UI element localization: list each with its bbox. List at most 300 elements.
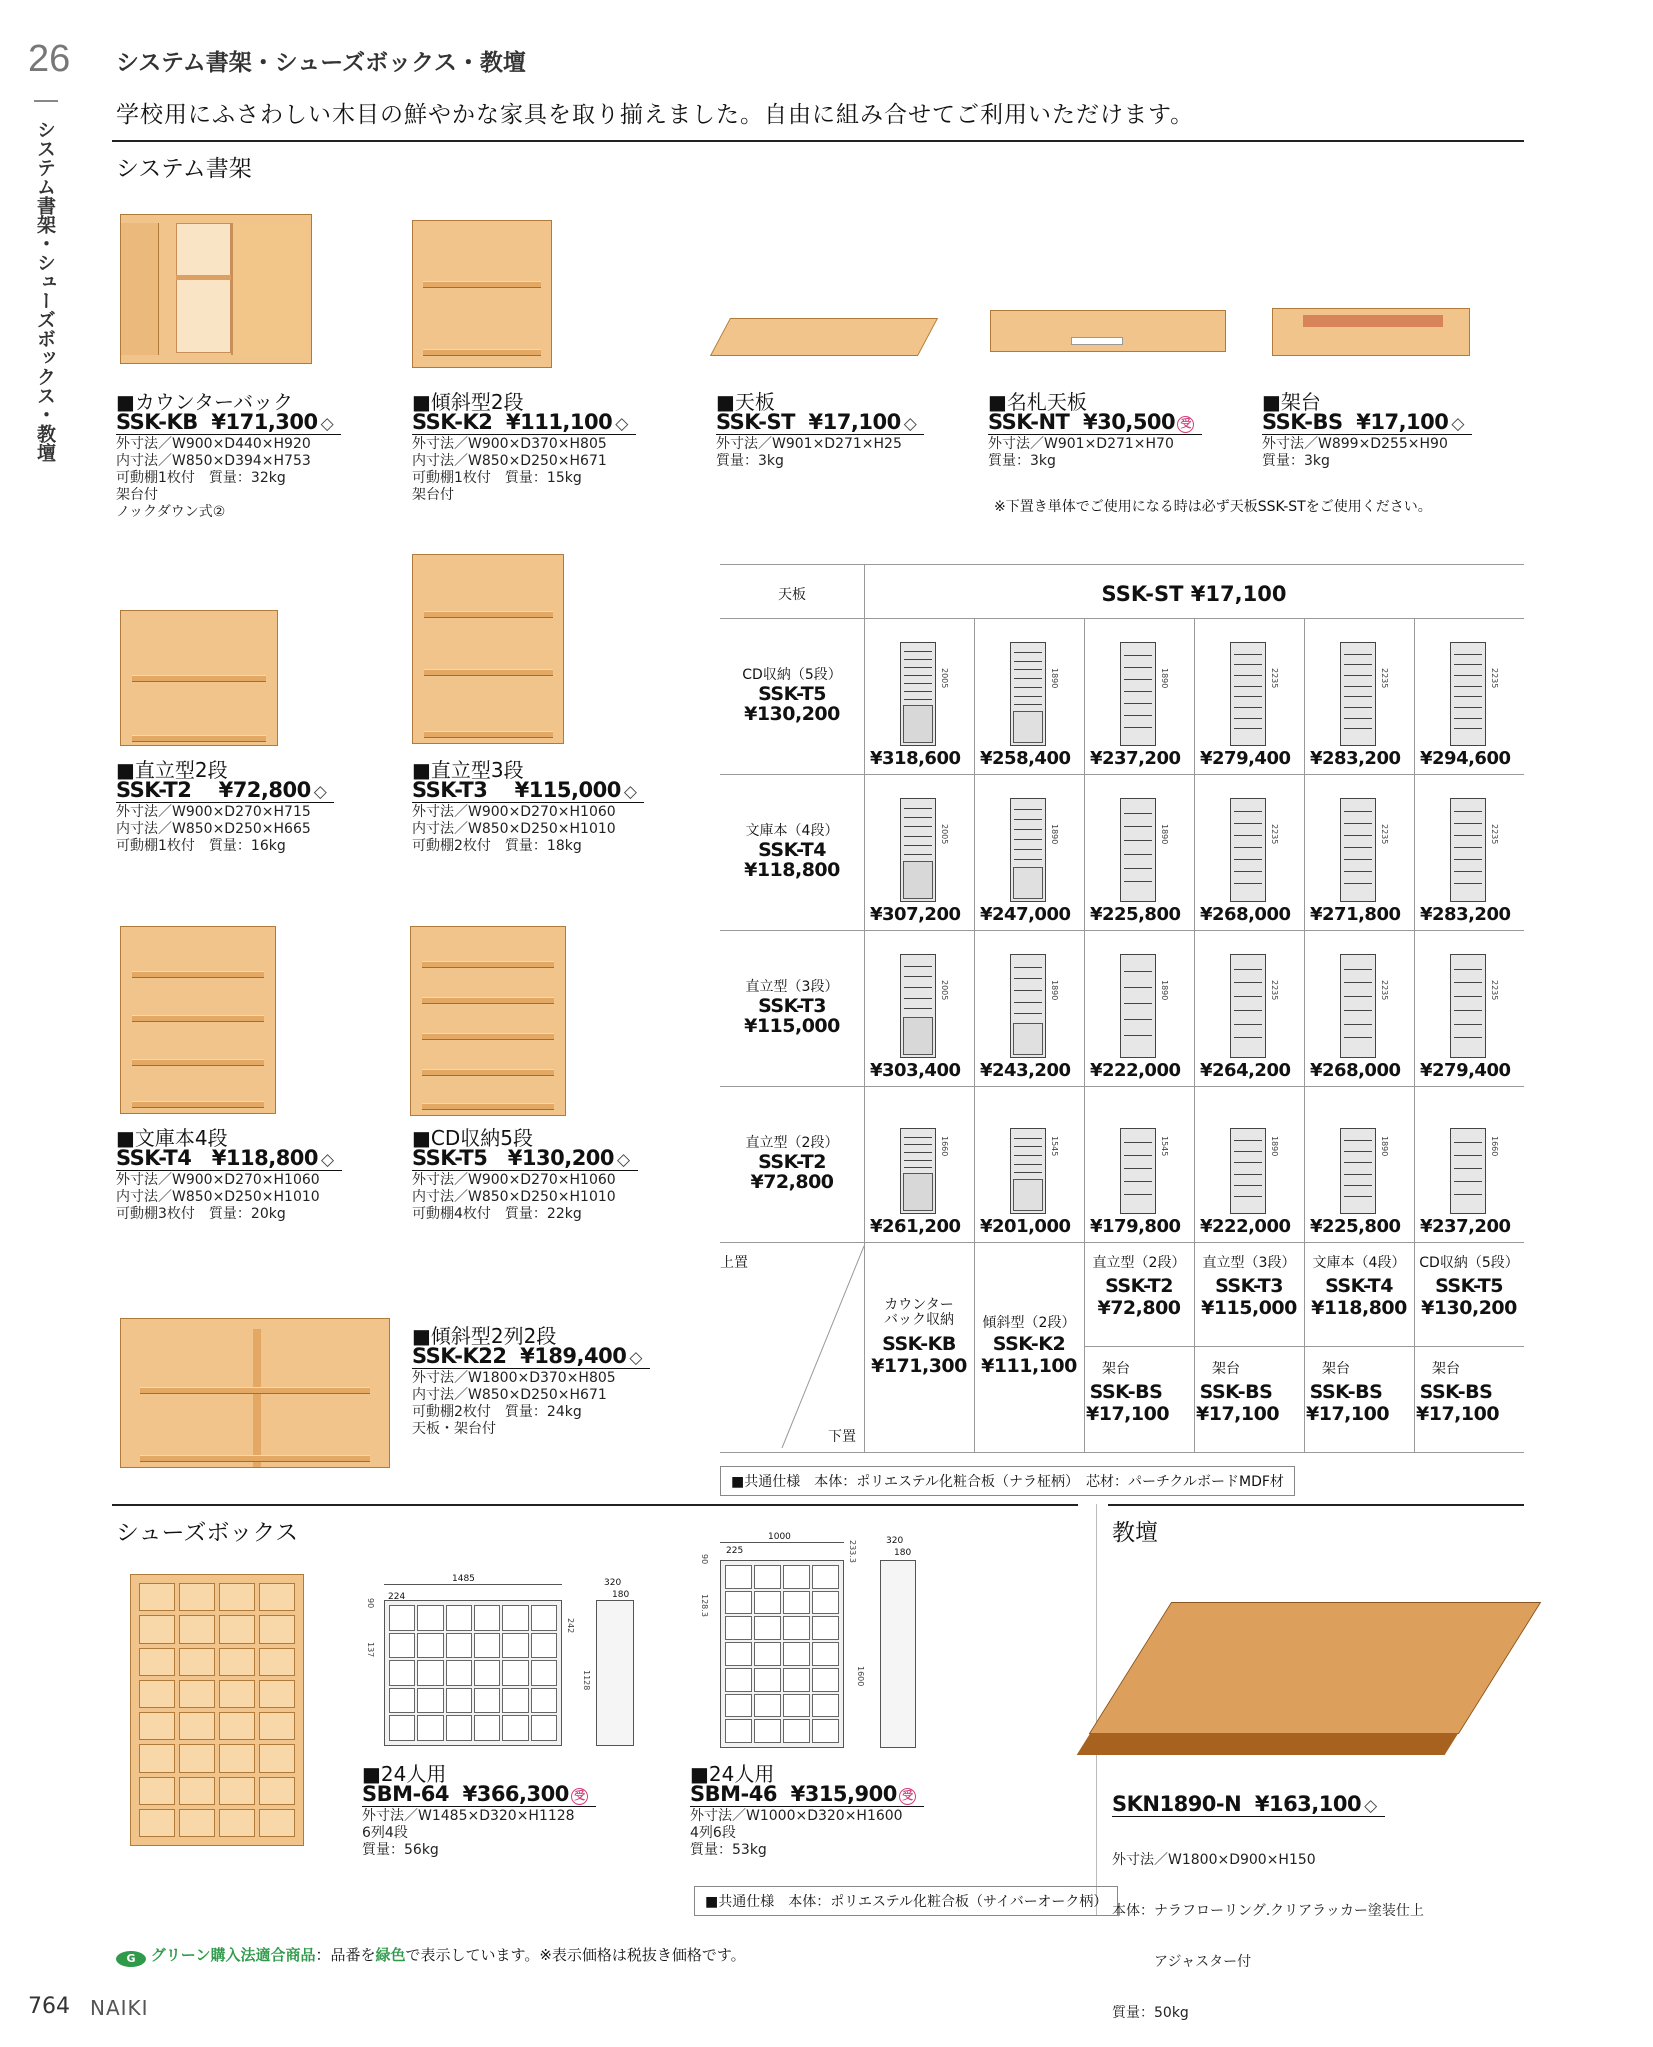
- height-dimension: 2235: [1270, 824, 1279, 845]
- base-model: SSK-BS: [1419, 1381, 1493, 1403]
- row-header-note: 文庫本（4段）: [745, 823, 839, 839]
- shoe-cubby: [179, 1777, 215, 1805]
- cubby-outline: [783, 1694, 810, 1718]
- dim-top: 90: [366, 1598, 375, 1609]
- combination-price: ¥243,200: [980, 1060, 1071, 1081]
- dim-width: 1485: [452, 1574, 475, 1584]
- spec-line: 内寸法／W850×D250×H1010: [412, 821, 616, 837]
- spec-line: 外寸法／W900×D270×H1060: [412, 1172, 616, 1188]
- upper-price: ¥72,800: [1097, 1297, 1181, 1319]
- spec-line: 質量：3kg: [716, 453, 784, 469]
- cubby-outline: [812, 1668, 839, 1692]
- combination-diagram: [1340, 954, 1376, 1058]
- product-price: ¥171,300: [211, 410, 318, 434]
- row-header-price: ¥115,000: [744, 1015, 840, 1037]
- combination-price: ¥303,400: [870, 1060, 961, 1081]
- shoe-cubby: [219, 1680, 255, 1708]
- system-shelf-title: システム書架: [116, 156, 252, 182]
- cubby-outline: [502, 1633, 528, 1659]
- shoe-cubby: [179, 1680, 215, 1708]
- height-dimension: 2235: [1270, 980, 1279, 1001]
- height-dimension: 2235: [1490, 980, 1499, 1001]
- cubby-outline: [446, 1605, 472, 1631]
- spec-line: 外寸法／W1800×D900×H150: [1112, 1852, 1316, 1868]
- product-price: ¥30,500: [1083, 410, 1176, 434]
- product-category: ■カウンターバック: [116, 390, 294, 414]
- combination-price: ¥237,200: [1090, 748, 1181, 769]
- spec-line: 内寸法／W850×D250×H671: [412, 453, 607, 469]
- shoe-rule: [112, 1504, 1078, 1506]
- podium-image: [1089, 1602, 1541, 1734]
- diamond-mark: ◇: [313, 782, 327, 802]
- combination-diagram: [1450, 642, 1486, 746]
- shoe-cubby: [219, 1583, 255, 1611]
- combination-price: ¥179,800: [1090, 1216, 1181, 1237]
- green-note: [116, 1944, 746, 1967]
- product-price: ¥111,100: [505, 410, 613, 434]
- combination-diagram: [1010, 642, 1046, 746]
- combination-price: ¥237,200: [1420, 1216, 1511, 1237]
- dim-width: 1000: [768, 1532, 791, 1542]
- cubby-outline: [417, 1688, 443, 1714]
- combination-diagram: [1230, 642, 1266, 746]
- shoe-cubby: [179, 1744, 215, 1772]
- shoe-cubby: [259, 1680, 295, 1708]
- lower-model: SSK-KB: [882, 1333, 956, 1355]
- spec-line: アジャスター付: [1112, 1954, 1252, 1970]
- spec-line: 架台付: [116, 487, 158, 503]
- product-category: ■24人用: [362, 1762, 447, 1786]
- product-model: SSK-NT: [988, 410, 1070, 434]
- height-dimension: 1890: [1050, 980, 1059, 1001]
- product-model: SSK-KB: [116, 410, 198, 434]
- dim-col: 224: [388, 1592, 406, 1602]
- diamond-mark: ◇: [1364, 1796, 1377, 1816]
- combination-price: ¥258,400: [980, 748, 1071, 769]
- shoe-cubby: [139, 1648, 175, 1676]
- shoe-cubby: [219, 1615, 255, 1643]
- cubby-outline: [389, 1688, 415, 1714]
- dim-height: 1128: [582, 1670, 591, 1691]
- page-number: 764: [28, 1994, 70, 2019]
- base-note: 架台: [1212, 1361, 1240, 1377]
- base-note: 架台: [1102, 1361, 1130, 1377]
- cubby-outline: [783, 1591, 810, 1615]
- product-model: SBM-64: [362, 1782, 449, 1806]
- shoe-cubby: [139, 1615, 175, 1643]
- combination-price: ¥201,000: [980, 1216, 1071, 1237]
- row-header-note: 直立型（3段）: [745, 979, 839, 995]
- spec-line: 質量：56kg: [362, 1842, 439, 1858]
- row-header-price: ¥118,800: [744, 859, 840, 881]
- cubby-outline: [754, 1591, 781, 1615]
- base-model: SSK-BS: [1199, 1381, 1273, 1403]
- shoe-cubby: [259, 1615, 295, 1643]
- cubby-outline: [502, 1605, 528, 1631]
- base-price: ¥17,100: [1416, 1403, 1500, 1425]
- product-model: SSK-T3: [412, 778, 488, 802]
- shoe-cubby: [259, 1648, 295, 1676]
- cubby-outline: [389, 1660, 415, 1686]
- dim-side: 233.3: [848, 1540, 857, 1563]
- height-dimension: 2235: [1380, 824, 1389, 845]
- spec-line: 内寸法／W850×D250×H1010: [116, 1189, 320, 1205]
- spec-line: 内寸法／W850×D250×H1010: [412, 1189, 616, 1205]
- combination-price: ¥264,200: [1200, 1060, 1291, 1081]
- combination-diagram: [1010, 954, 1046, 1058]
- base-model: SSK-BS: [1309, 1381, 1383, 1403]
- cubby-outline: [754, 1719, 781, 1743]
- cubby-outline: [531, 1715, 557, 1741]
- upper-model: SSK-T2: [1105, 1275, 1173, 1297]
- spec-line: 可動棚3枚付 質量：20kg: [116, 1206, 286, 1222]
- height-dimension: 2005: [940, 980, 949, 1001]
- combination-diagram: [1120, 1128, 1156, 1214]
- cubby-outline: [725, 1694, 752, 1718]
- shoe-cubby: [219, 1777, 255, 1805]
- counter-back-image: [120, 214, 312, 364]
- cubby-outline: [474, 1633, 500, 1659]
- upper-label: 上置: [720, 1255, 748, 1271]
- product-model: SSK-BS: [1262, 410, 1343, 434]
- cubby-outline: [812, 1694, 839, 1718]
- height-dimension: 2235: [1490, 824, 1499, 845]
- dim-depth: 320: [886, 1536, 904, 1546]
- cubby-outline: [417, 1605, 443, 1631]
- product-model: SSK-ST: [716, 410, 795, 434]
- product-category: ■傾斜型2列2段: [412, 1324, 557, 1348]
- row-header-model: SSK-T4: [758, 839, 826, 861]
- combination-diagram: [1120, 642, 1156, 746]
- combination-diagram: [1010, 1128, 1046, 1214]
- spec-line: 質量：3kg: [988, 453, 1056, 469]
- product-price: ¥130,200: [507, 1146, 615, 1170]
- spec-line: 内寸法／W850×D394×H753: [116, 453, 311, 469]
- cubby-outline: [783, 1642, 810, 1666]
- row-header-price: ¥72,800: [750, 1171, 834, 1193]
- spec-line: 外寸法／W900×D270×H715: [116, 804, 311, 820]
- base-model: SSK-BS: [1089, 1381, 1163, 1403]
- spec-line: 質量：3kg: [1262, 453, 1330, 469]
- combination-diagram: [1230, 954, 1266, 1058]
- usage-note: ※下置き単体でご使用になる時は必ず天板SSK-STをご使用ください。: [994, 499, 1432, 515]
- product-price: ¥315,900: [790, 1782, 897, 1806]
- shoe-cubby: [219, 1712, 255, 1740]
- product-category: ■傾斜型2段: [412, 390, 524, 414]
- shoe-box-photo: [130, 1574, 304, 1846]
- cubby-outline: [725, 1591, 752, 1615]
- height-dimension: 2005: [940, 824, 949, 845]
- diamond-mark: ◇: [623, 782, 637, 802]
- green-rest: で表示しています。※表示価格は税抜き価格です。: [405, 1946, 746, 1964]
- shoe-cubby: [259, 1583, 295, 1611]
- height-dimension: 2235: [1490, 668, 1499, 689]
- spec-line: 天板・架台付: [412, 1421, 496, 1437]
- shoe-cubby: [139, 1680, 175, 1708]
- upper-model: SSK-T3: [1215, 1275, 1283, 1297]
- intro-text: 学校用にふさわしい木目の鮮やかな家具を取り揃えました。自由に組み合せてご利用いただけます。: [116, 102, 1195, 128]
- height-dimension: 1660: [1490, 1136, 1499, 1157]
- spec-line: 6列4段: [362, 1825, 408, 1841]
- top-board-value: SSK-ST ¥17,100: [1101, 582, 1287, 606]
- podium-title: 教壇: [1112, 1520, 1158, 1546]
- height-dimension: 2235: [1380, 668, 1389, 689]
- combination-price: ¥307,200: [870, 904, 961, 925]
- row-header-model: SSK-T3: [758, 995, 826, 1017]
- diamond-mark: ◇: [629, 1348, 642, 1368]
- dim-inner-depth: 180: [612, 1590, 630, 1600]
- spec-line: 外寸法／W900×D270×H1060: [412, 804, 616, 820]
- upper-note: 直立型（3段）: [1202, 1255, 1296, 1271]
- spec-line: 外寸法／W900×D440×H920: [116, 436, 311, 452]
- cubby-outline: [754, 1694, 781, 1718]
- cubby-outline: [783, 1719, 810, 1743]
- height-dimension: 1890: [1380, 1136, 1389, 1157]
- height-dimension: 1890: [1050, 668, 1059, 689]
- upper-price: ¥115,000: [1201, 1297, 1297, 1319]
- shoe-cubby: [179, 1648, 215, 1676]
- spec-line: 外寸法／W901×D271×H70: [988, 436, 1174, 452]
- upper-note: CD収納（5段）: [1419, 1255, 1519, 1271]
- product-price: ¥118,800: [211, 1146, 319, 1170]
- diamond-mark: ◇: [615, 414, 628, 434]
- spec-line: 本体：ナラフローリング.クリアラッカー塗装仕上: [1112, 1903, 1424, 1919]
- cubby-outline: [725, 1642, 752, 1666]
- shoe-box-title: シューズボックス: [116, 1520, 299, 1546]
- cubby-outline: [446, 1715, 472, 1741]
- height-dimension: 1890: [1160, 824, 1169, 845]
- product-category: ■天板: [716, 390, 775, 414]
- spec-line: 外寸法／W900×D270×H1060: [116, 1172, 320, 1188]
- cubby-outline: [502, 1715, 528, 1741]
- combination-price: ¥318,600: [870, 748, 961, 769]
- height-dimension: 1890: [1160, 980, 1169, 1001]
- divider: [34, 100, 58, 102]
- height-dimension: 2235: [1270, 668, 1279, 689]
- product-price: ¥115,000: [514, 778, 621, 802]
- cubby-outline: [474, 1605, 500, 1631]
- cubby-outline: [531, 1660, 557, 1686]
- brand: NAIKI: [90, 1996, 149, 2020]
- combination-diagram: [1450, 954, 1486, 1058]
- spec-line: 外寸法／W1800×D370×H805: [412, 1370, 616, 1386]
- combination-price: ¥247,000: [980, 904, 1071, 925]
- upper-model: SSK-T4: [1325, 1275, 1393, 1297]
- dim-depth: 320: [604, 1578, 622, 1588]
- product-price: ¥17,100: [808, 410, 901, 434]
- combination-price: ¥222,000: [1200, 1216, 1291, 1237]
- lower-label: 下置: [828, 1429, 856, 1445]
- spec-line: 可動棚1枚付 質量：15kg: [412, 470, 582, 486]
- combination-diagram: [1340, 642, 1376, 746]
- height-dimension: 2235: [1380, 980, 1389, 1001]
- green-text: ：品番を: [315, 1946, 376, 1964]
- cubby-outline: [417, 1715, 443, 1741]
- spec-line: 4列6段: [690, 1825, 736, 1841]
- cubby-outline: [812, 1591, 839, 1615]
- shoe-cubby: [219, 1648, 255, 1676]
- cubby-outline: [754, 1668, 781, 1692]
- combination-price: ¥283,200: [1420, 904, 1511, 925]
- cubby-outline: [754, 1565, 781, 1589]
- upright-2tier-image: [120, 610, 278, 746]
- top-board-label: 天板: [778, 587, 806, 603]
- section-title: システム書架・シューズボックス・教壇: [116, 50, 526, 76]
- base-price: ¥17,100: [1196, 1403, 1280, 1425]
- shelf-common-spec: ■共通仕様 本体：ポリエステル化粧合板（ナラ柾柄） 芯材：パーチクルボードMDF材: [720, 1466, 1295, 1496]
- spec-line: 外寸法／W899×D255×H90: [1262, 436, 1448, 452]
- shoe-cubby: [259, 1809, 295, 1837]
- cubby-outline: [812, 1719, 839, 1743]
- height-dimension: 1890: [1160, 668, 1169, 689]
- cubby-outline: [812, 1642, 839, 1666]
- combination-price: ¥279,400: [1420, 1060, 1511, 1081]
- dim-side: 242: [566, 1618, 575, 1634]
- spec-line: 内寸法／W850×D250×H671: [412, 1387, 607, 1403]
- product-category: ■名札天板: [988, 390, 1087, 414]
- shoe-cubby: [139, 1777, 175, 1805]
- combination-diagram: [900, 954, 936, 1058]
- combination-diagram: [1230, 1128, 1266, 1214]
- product-category: ■24人用: [690, 1762, 775, 1786]
- combination-price: ¥261,200: [870, 1216, 961, 1237]
- row-header-model: SSK-T5: [758, 683, 826, 705]
- combination-price: ¥222,000: [1090, 1060, 1181, 1081]
- cubby-outline: [812, 1565, 839, 1589]
- base-price: ¥17,100: [1086, 1403, 1170, 1425]
- spec-line: 外寸法／W1485×D320×H1128: [362, 1808, 575, 1824]
- dim-inner-depth: 180: [894, 1548, 912, 1558]
- base-stand-image: [1272, 308, 1470, 356]
- lower-model: SSK-K2: [992, 1333, 1066, 1355]
- cubby-outline: [783, 1668, 810, 1692]
- cubby-outline: [474, 1715, 500, 1741]
- product-category: ■文庫本4段: [116, 1126, 228, 1150]
- shoe-cubby: [179, 1583, 215, 1611]
- spec-line: 可動棚1枚付 質量：16kg: [116, 838, 286, 854]
- row-header-note: 直立型（2段）: [745, 1135, 839, 1151]
- product-price: ¥163,100: [1254, 1792, 1362, 1816]
- combination-price: ¥225,800: [1310, 1216, 1401, 1237]
- slant-2tier-image: [412, 220, 552, 368]
- name-top-board-image: [990, 310, 1226, 352]
- spec-line: 可動棚2枚付 質量：24kg: [412, 1404, 582, 1420]
- cubby-outline: [531, 1633, 557, 1659]
- cubby-outline: [783, 1616, 810, 1640]
- cubby-outline: [754, 1642, 781, 1666]
- height-dimension: 1545: [1050, 1136, 1059, 1157]
- cubby-outline: [502, 1688, 528, 1714]
- product-category: ■架台: [1262, 390, 1321, 414]
- cubby-outline: [754, 1616, 781, 1640]
- combination-diagram: [1340, 1128, 1376, 1214]
- height-dimension: 1660: [940, 1136, 949, 1157]
- cubby-outline: [389, 1715, 415, 1741]
- cubby-outline: [446, 1633, 472, 1659]
- spec-line: 架台付: [412, 487, 454, 503]
- shoe-cubby: [259, 1744, 295, 1772]
- base-note: 架台: [1322, 1361, 1350, 1377]
- cubby-outline: [502, 1660, 528, 1686]
- cubby-outline: [474, 1688, 500, 1714]
- cubby-outline: [389, 1633, 415, 1659]
- header-rule: [112, 140, 1524, 142]
- upper-note: 直立型（2段）: [1092, 1255, 1186, 1271]
- cubby-outline: [725, 1668, 752, 1692]
- green-word: 緑色: [375, 1946, 406, 1964]
- combination-diagram: [900, 798, 936, 902]
- spec-line: 可動棚4枚付 質量：22kg: [412, 1206, 582, 1222]
- order-mark: 受: [899, 1788, 916, 1805]
- shoe-cubby: [179, 1615, 215, 1643]
- shoe-common-spec: ■共通仕様 本体：ポリエステル化粧合板（サイバーオーク柄）: [694, 1886, 1118, 1916]
- diamond-mark: ◇: [617, 1150, 630, 1170]
- combination-diagram: [1010, 798, 1046, 902]
- base-note: 架台: [1432, 1361, 1460, 1377]
- cd-5tier-image: [410, 926, 566, 1116]
- cubby-outline: [389, 1605, 415, 1631]
- spec-line: 質量：53kg: [690, 1842, 767, 1858]
- combination-diagram: [900, 1128, 936, 1214]
- product-category: ■直立型3段: [412, 758, 524, 782]
- lower-note: カウンター バック収納: [884, 1297, 954, 1328]
- spec-line: 外寸法／W900×D370×H805: [412, 436, 607, 452]
- product-price: ¥366,300: [462, 1782, 569, 1806]
- order-mark: 受: [1177, 416, 1194, 433]
- combination-diagram: [1340, 798, 1376, 902]
- shoe-cubby: [219, 1809, 255, 1837]
- upper-price: ¥118,800: [1311, 1297, 1407, 1319]
- row-header-note: CD収納（5段）: [742, 667, 842, 683]
- product-category: ■CD収納5段: [412, 1126, 533, 1150]
- height-dimension: 2005: [940, 668, 949, 689]
- spec-line: 可動棚1枚付 質量：32kg: [116, 470, 286, 486]
- top-board-image: [710, 318, 938, 356]
- product-model: SSK-K22: [412, 1344, 507, 1368]
- shoe-cubby: [139, 1744, 175, 1772]
- cubby-outline: [446, 1688, 472, 1714]
- shoe-cubby: [259, 1712, 295, 1740]
- height-dimension: 1890: [1270, 1136, 1279, 1157]
- shoe-cubby: [179, 1712, 215, 1740]
- cubby-outline: [725, 1719, 752, 1743]
- shoe-cubby: [219, 1744, 255, 1772]
- lower-price: ¥111,100: [981, 1355, 1077, 1377]
- combination-diagram: [1120, 954, 1156, 1058]
- product-model: SBM-46: [690, 1782, 777, 1806]
- order-mark: 受: [571, 1788, 588, 1805]
- base-price: ¥17,100: [1306, 1403, 1390, 1425]
- product-price: ¥17,100: [1356, 410, 1449, 434]
- cubby-outline: [474, 1660, 500, 1686]
- combination-diagram: [1230, 798, 1266, 902]
- combination-price: ¥268,000: [1200, 904, 1291, 925]
- spec-line: 質量：50kg: [1112, 2005, 1189, 2021]
- spec-line: 可動棚2枚付 質量：18kg: [412, 838, 582, 854]
- dim-row: 128.3: [700, 1594, 709, 1617]
- upright-3tier-image: [412, 554, 564, 744]
- shoe-cubby: [139, 1583, 175, 1611]
- cubby-outline: [725, 1616, 752, 1640]
- green-mark-icon: G: [116, 1951, 146, 1967]
- spec-line: 外寸法／W901×D271×H25: [716, 436, 902, 452]
- combination-price: ¥279,400: [1200, 748, 1291, 769]
- upper-model: SSK-T5: [1435, 1275, 1503, 1297]
- combination-price: ¥271,800: [1310, 904, 1401, 925]
- side-tab: システム書架・シューズボックス・教壇: [34, 120, 56, 462]
- height-dimension: 1890: [1050, 824, 1059, 845]
- cubby-outline: [783, 1565, 810, 1589]
